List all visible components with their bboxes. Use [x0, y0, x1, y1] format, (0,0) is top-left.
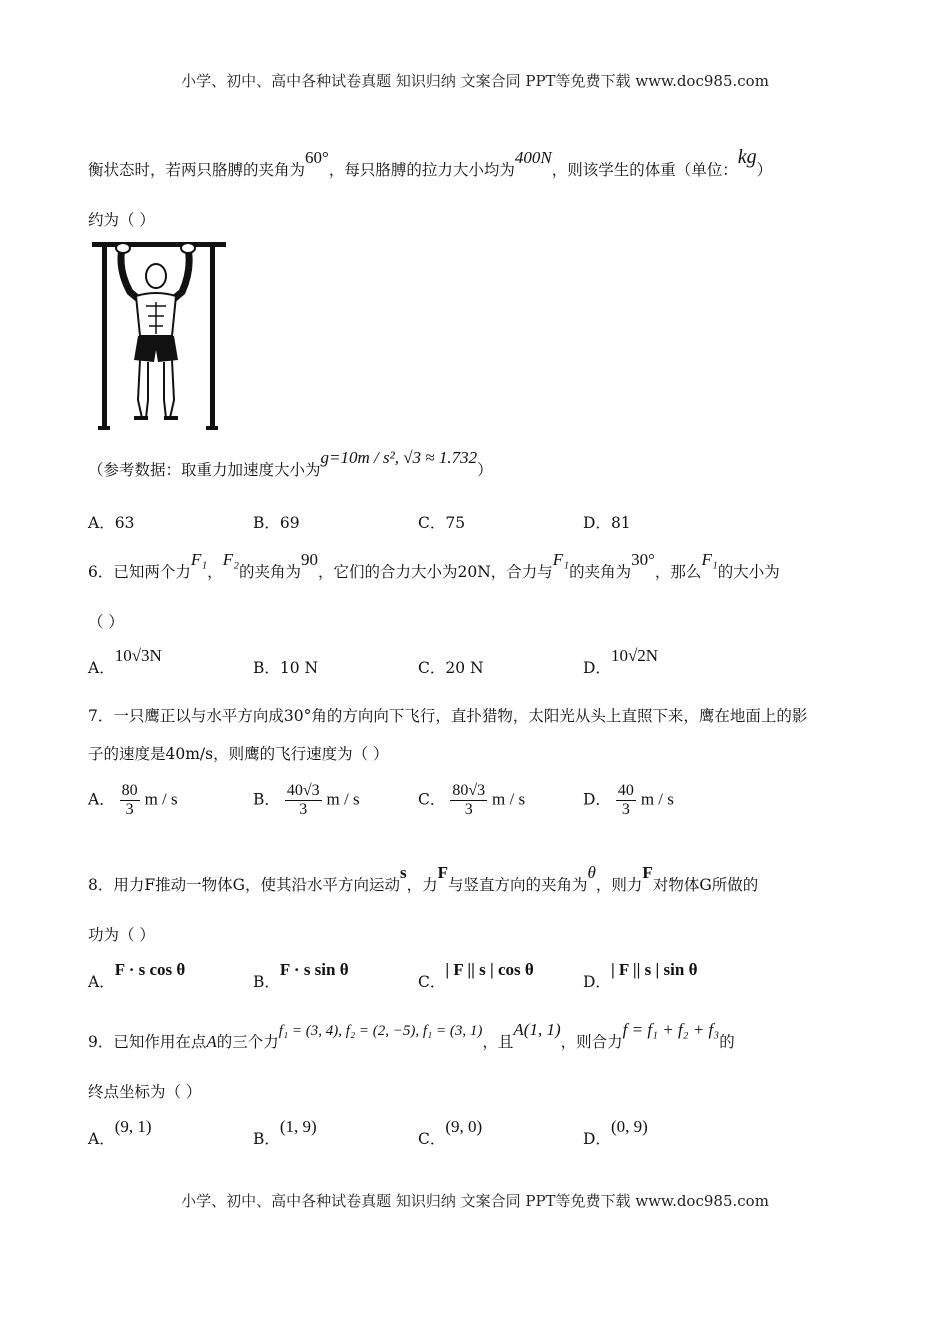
q8-option-d[interactable]: D．| F || s | sin θ	[583, 960, 698, 991]
ref-math: g=10m / s², √3 ≈ 1.732	[320, 448, 478, 467]
q7-option-b[interactable]: B． $\frac{40√3}{3}$ m / s	[253, 782, 360, 818]
q9-option-c[interactable]: C．(9, 0)	[418, 1117, 483, 1148]
q5-line1: 衡状态时，若两只胳膊的夹角为60°，每只胳膊的拉力大小均为400N，则该学生的体重（单位：kg）	[88, 146, 773, 179]
q9-option-a[interactable]: A．(9, 1)	[88, 1117, 152, 1148]
q8-line2: 功为（ ）	[88, 926, 155, 944]
angle-60: 60°	[305, 148, 329, 167]
q6-option-d[interactable]: D．10√2N	[583, 646, 659, 677]
q7-line1: 7．一只鹰正以与水平方向成30°角的方向向下飞行，直扑猎物，太阳光从头上直照下来，鹰在地面上的影	[88, 707, 808, 725]
q6-line1: 6．已知两个力F₁，F₂的夹角为90，它们的合力大小为20N，合力与F₁的夹角为30°，那么F₁的大小为	[88, 550, 780, 581]
q8-option-b[interactable]: B．F · s sin θ	[253, 960, 349, 991]
q6-paren: （ ）	[88, 613, 124, 631]
q7-option-d[interactable]: D． $\frac{40}{3}$ m / s	[583, 782, 674, 818]
q9-line2: 终点坐标为（ ）	[88, 1083, 202, 1101]
q5-option-b[interactable]: B．69	[253, 514, 300, 532]
q9-option-d[interactable]: D．(0, 9)	[583, 1117, 648, 1148]
q7-line2: 子的速度是40m/s，则鹰的飞行速度为（ ）	[88, 745, 389, 763]
q8-option-c[interactable]: C．| F || s | cos θ	[418, 960, 534, 991]
page-footer: 小学、初中、高中各种试卷真题 知识归纳 文案合同 PPT等免费下载 www.doc985.com	[181, 1192, 769, 1210]
q5-reference: （参考数据：取重力加速度大小为g=10m / s², √3 ≈ 1.732）	[88, 448, 493, 479]
q5-option-d[interactable]: D．81	[583, 514, 631, 532]
q6-option-b[interactable]: B．10 N	[253, 659, 319, 677]
q7-option-c[interactable]: C． $\frac{80√3}{3}$ m / s	[418, 782, 526, 818]
q5-option-c[interactable]: C．75	[418, 514, 466, 532]
q6-option-a[interactable]: A．10√3N	[88, 646, 162, 677]
force-400n: 400N	[514, 148, 552, 167]
q9-line1: 9．已知作用在点A的三个力f₁ = (3, 4), f₂ = (2, −5), f₁ = (3, 1)，且A(1, 1)，则合力f = f₁ + f₂ + f₃的	[88, 1020, 735, 1051]
q7-option-a[interactable]: A． $\frac{80}{3}$ m / s	[88, 782, 178, 818]
q5-option-a[interactable]: A．63	[88, 514, 135, 532]
q6-option-c[interactable]: C．20 N	[418, 659, 484, 677]
pull-up-figure	[92, 240, 228, 432]
unit-kg: kg	[737, 146, 757, 168]
q9-option-b[interactable]: B．(1, 9)	[253, 1117, 317, 1148]
q8-line1: 8．用力F推动一物体G，使其沿水平方向运动s，力F与竖直方向的夹角为θ，则力F对物体G所做的	[88, 863, 759, 894]
q5-line2: 约为（ ）	[88, 211, 155, 229]
q8-option-a[interactable]: A．F · s cos θ	[88, 960, 186, 991]
page-header: 小学、初中、高中各种试卷真题 知识归纳 文案合同 PPT等免费下载 www.doc985.com	[181, 72, 769, 90]
